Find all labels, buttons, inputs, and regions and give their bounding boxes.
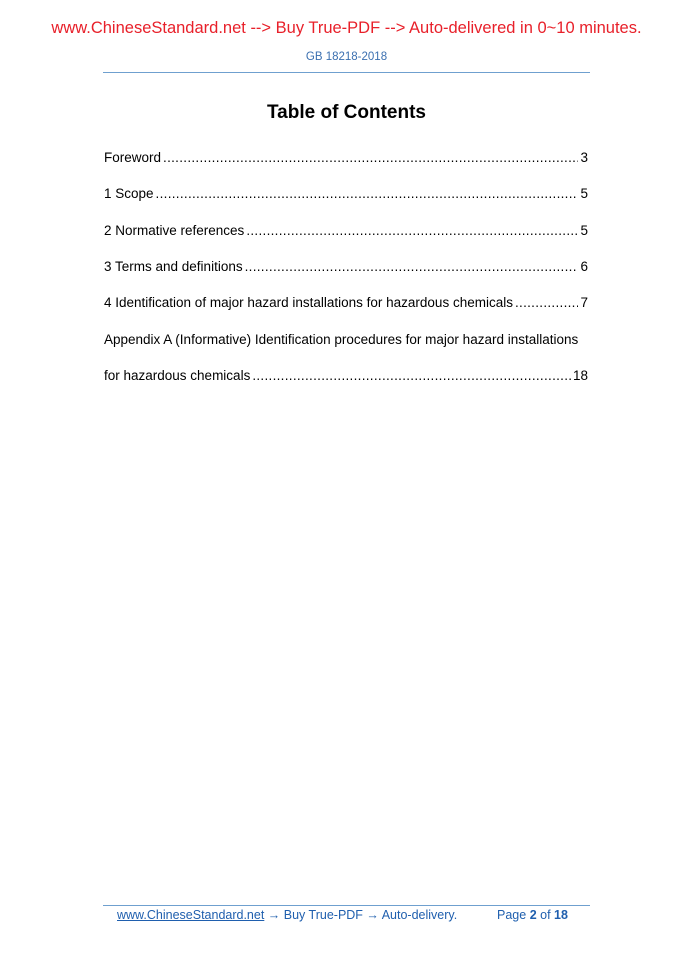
toc-leader-dots: [245, 258, 579, 276]
page-total: 18: [554, 908, 568, 922]
toc-title: Table of Contents: [266, 102, 427, 123]
toc-entry-scope[interactable]: [104, 185, 588, 203]
of-word: of: [540, 908, 551, 922]
footer-divider: [103, 905, 590, 906]
toc-entry-label: 2 Normative references: [104, 223, 245, 238]
toc-leader-dots: [252, 367, 571, 385]
toc-entry-label: 3 Terms and definitions: [104, 259, 243, 274]
header-banner-link[interactable]: www.ChineseStandard.net --> Buy True-PDF --> Auto-delivered in 0~10 minutes.: [51, 19, 642, 37]
toc-entry-page: 5: [580, 186, 588, 201]
toc-entry-identification[interactable]: [104, 294, 588, 312]
toc-entry-label: Foreword: [104, 150, 162, 165]
page-indicator: [497, 907, 568, 923]
header-divider: [103, 72, 590, 73]
page-word: Page: [497, 908, 527, 922]
toc-entry-appendix-a-line2[interactable]: [104, 367, 588, 385]
standard-number: GB 18218-2018: [305, 51, 388, 63]
toc-leader-dots: [246, 222, 578, 240]
toc-entry-page: 18: [572, 368, 588, 383]
footer-site-link[interactable]: www.ChineseStandard.net: [117, 908, 265, 922]
toc-entry-label: 1 Scope: [104, 186, 154, 201]
page-current: 2: [529, 908, 537, 922]
toc-entry-label: 4 Identification of major hazard installations for hazardous chemicals: [104, 295, 513, 310]
toc-leader-dots: [156, 185, 579, 203]
toc-entry-terms-and-definitions[interactable]: [104, 258, 588, 276]
toc-entry-label: for hazardous chemicals: [104, 368, 251, 383]
page-footer: [117, 907, 587, 923]
toc-entry-label: Appendix A (Informative) Identification procedures for major hazard installations: [104, 332, 579, 347]
footer-text: → Buy True-PDF → Auto-delivery.: [264, 908, 458, 922]
toc-entry-normative-references[interactable]: [104, 222, 588, 240]
toc-entry-page: 6: [580, 259, 588, 274]
toc-entry-foreword[interactable]: [104, 149, 588, 167]
toc-entry-page: 5: [580, 223, 588, 238]
toc-entry-page: 7: [580, 295, 588, 310]
toc-entry-appendix-a-line1[interactable]: [104, 331, 588, 349]
toc-leader-dots: [515, 294, 579, 312]
toc-entry-page: 3: [580, 150, 588, 165]
toc-leader-dots: [163, 149, 578, 167]
